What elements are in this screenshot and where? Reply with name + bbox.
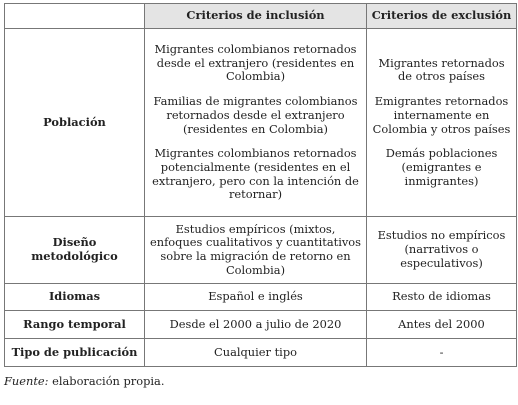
corner-cell	[5, 4, 145, 29]
header-inclusion: Criterios de inclusión	[145, 4, 367, 29]
row-label: Tipo de publicación	[5, 339, 145, 367]
exclusion-cell	[367, 29, 517, 217]
exclusion-item: Demás poblaciones (emigrantes e inmigrantes)	[385, 146, 498, 188]
exclusion-cell: -	[367, 339, 517, 367]
source-prefix: Fuente:	[4, 374, 49, 388]
row-label: Idiomas	[5, 284, 145, 311]
exclusion-cell: Resto de idiomas	[367, 284, 517, 311]
inclusion-cell: Desde el 2000 a julio de 2020	[145, 311, 367, 339]
inclusion-cell: Español e inglés	[145, 284, 367, 311]
table-header-row	[5, 4, 517, 29]
inclusion-cell	[145, 29, 367, 217]
exclusion-cell: Antes del 2000	[367, 311, 517, 339]
row-label: Rango temporal	[5, 311, 145, 339]
table-row-poblacion	[5, 29, 517, 217]
header-exclusion: Criterios de exclusión	[367, 4, 517, 29]
table-row-rango	[5, 311, 517, 339]
row-label: Población	[5, 29, 145, 217]
table-row-diseno	[5, 217, 517, 284]
inclusion-item: Familias de migrantes colombianos retornados desde el extranjero (residentes en Colombia)	[153, 94, 358, 136]
inclusion-cell: Cualquier tipo	[145, 339, 367, 367]
row-label: Diseño metodológico	[5, 217, 145, 284]
source-note	[4, 374, 164, 388]
exclusion-cell: Estudios no empíricos (narrativos o especulativos)	[367, 217, 517, 284]
table-row-idiomas	[5, 284, 517, 311]
criteria-table	[4, 3, 517, 367]
exclusion-item: Migrantes retornados de otros países	[378, 55, 505, 84]
source-text: elaboración propia.	[52, 374, 165, 388]
inclusion-cell: Estudios empíricos (mixtos, enfoques cualitativos y cuantitativos sobre la migración de retorno en Colombia)	[145, 217, 367, 284]
table-row-tipo	[5, 339, 517, 367]
inclusion-item: Migrantes colombianos retornados potencialmente (residentes en el extranjero, pero con la intención de retornar)	[152, 146, 359, 202]
exclusion-item: Emigrantes retornados internamente en Colombia y otros países	[372, 94, 511, 136]
inclusion-item: Migrantes colombianos retornados desde el extranjero (residentes en Colombia)	[154, 41, 357, 84]
